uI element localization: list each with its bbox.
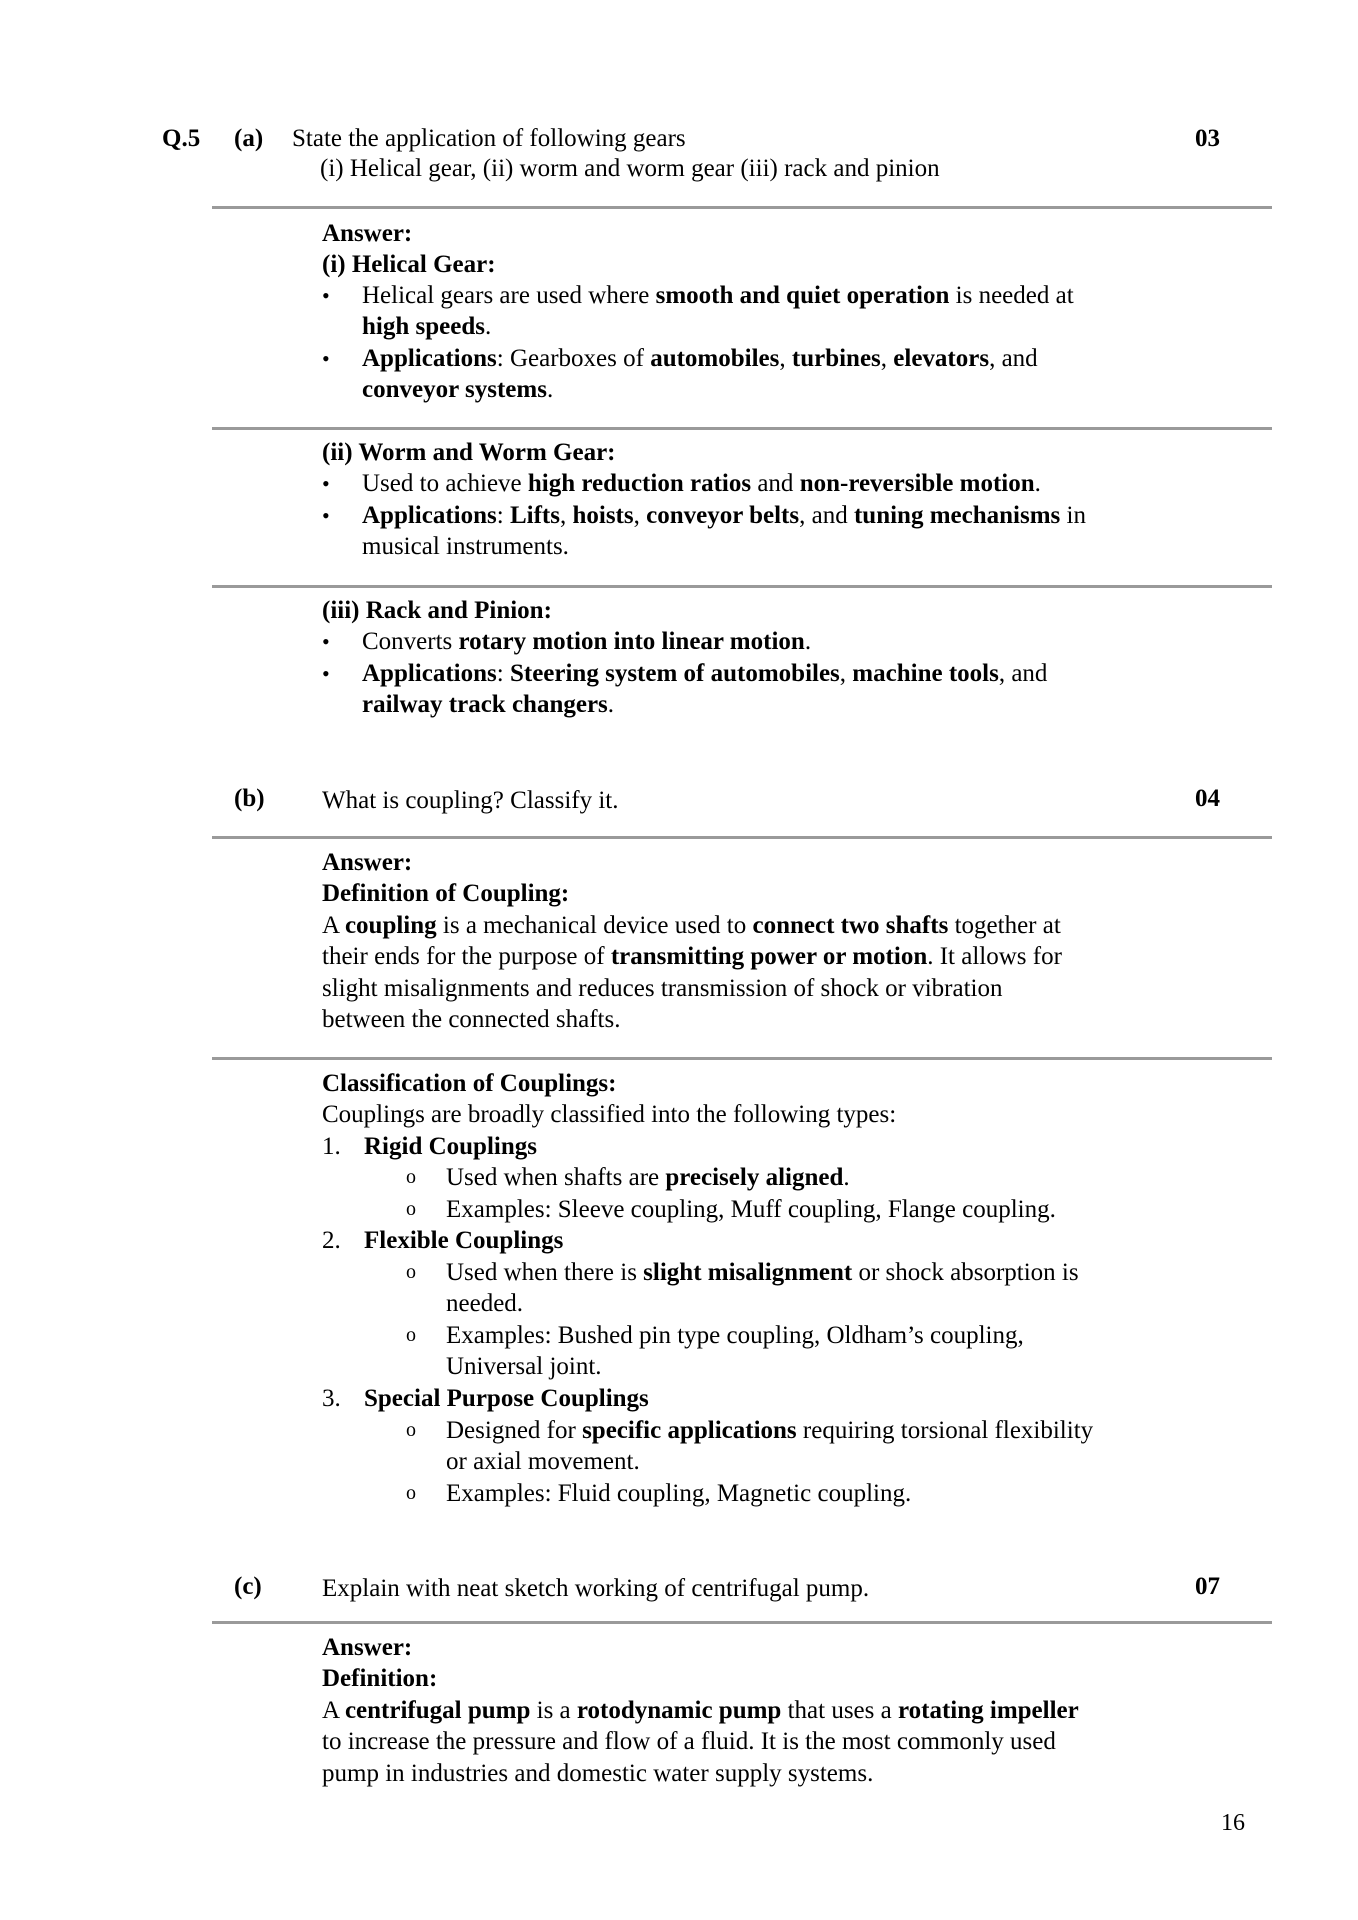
bullet-icon: • <box>322 503 330 528</box>
section-heading-helical: (i) Helical Gear: <box>322 251 496 278</box>
list-item: Converts rotary motion into linear motion. <box>362 628 812 655</box>
part-a-prompt-line2: (i) Helical gear, (ii) worm and worm gear (iii) rack and pinion <box>320 155 940 182</box>
list-item-continued: Universal joint. <box>446 1353 602 1380</box>
list-item: Examples: Fluid coupling, Magnetic coupling. <box>446 1480 912 1507</box>
sub-bullet-icon: o <box>406 1198 416 1220</box>
part-b-prompt: What is coupling? Classify it. <box>322 787 619 814</box>
bullet-icon: • <box>322 629 330 654</box>
bullet-icon: • <box>322 346 330 371</box>
divider <box>212 1057 1272 1060</box>
list-item: Examples: Sleeve coupling, Muff coupling, Flange coupling. <box>446 1196 1056 1223</box>
list-item: Applications: Steering system of automobiles, machine tools, and <box>362 660 1048 687</box>
sub-bullet-icon: o <box>406 1482 416 1504</box>
section-heading-rack: (iii) Rack and Pinion: <box>322 597 552 624</box>
part-a-prompt-line1: State the application of following gears <box>292 125 686 152</box>
divider <box>212 836 1272 839</box>
sub-bullet-icon: o <box>406 1166 416 1188</box>
definition-heading: Definition of Coupling: <box>322 880 570 907</box>
list-number: 3. <box>322 1385 341 1412</box>
part-b-marks: 04 <box>1195 785 1220 812</box>
list-item: Used when there is slight misalignment or shock absorption is <box>446 1259 1079 1286</box>
part-c-prompt: Explain with neat sketch working of centrifugal pump. <box>322 1575 870 1602</box>
list-number: 2. <box>322 1227 341 1254</box>
list-item: Helical gears are used where smooth and quiet operation is needed at <box>362 282 1074 309</box>
answer-label: Answer: <box>322 1634 413 1661</box>
list-item-continued: high speeds. <box>362 313 492 340</box>
bullet-icon: • <box>322 283 330 308</box>
answer-label: Answer: <box>322 220 413 247</box>
answer-label: Answer: <box>322 849 413 876</box>
list-item: Used to achieve high reduction ratios and non-reversible motion. <box>362 470 1041 497</box>
divider <box>212 206 1272 209</box>
sub-bullet-icon: o <box>406 1261 416 1283</box>
divider <box>212 427 1272 430</box>
type-name: Special Purpose Couplings <box>364 1385 649 1412</box>
definition-line: A coupling is a mechanical device used to connect two shafts together at <box>322 912 1061 939</box>
bullet-icon: • <box>322 471 330 496</box>
bullet-icon: • <box>322 661 330 686</box>
type-name: Rigid Couplings <box>364 1133 537 1160</box>
type-name: Flexible Couplings <box>364 1227 564 1254</box>
part-c-marks: 07 <box>1195 1573 1220 1600</box>
list-item: Applications: Lifts, hoists, conveyor belts, and tuning mechanisms in <box>362 502 1086 529</box>
list-item: Examples: Bushed pin type coupling, Oldham’s coupling, <box>446 1322 1024 1349</box>
page-number: 16 <box>1221 1810 1245 1836</box>
list-item-continued: musical instruments. <box>362 533 569 560</box>
part-a-marks: 03 <box>1195 125 1220 152</box>
definition-line: their ends for the purpose of transmitting power or motion. It allows for <box>322 943 1062 970</box>
definition-line: slight misalignments and reduces transmission of shock or vibration <box>322 975 1003 1002</box>
part-a-label: (a) <box>234 125 264 152</box>
list-item-continued: conveyor systems. <box>362 376 554 403</box>
list-item: Applications: Gearboxes of automobiles, turbines, elevators, and <box>362 345 1038 372</box>
part-b-label: (b) <box>234 785 265 812</box>
definition-line: A centrifugal pump is a rotodynamic pump that uses a rotating impeller <box>322 1697 1079 1724</box>
list-item-continued: or axial movement. <box>446 1448 640 1475</box>
section-heading-worm: (ii) Worm and Worm Gear: <box>322 439 616 466</box>
sub-bullet-icon: o <box>406 1324 416 1346</box>
list-number: 1. <box>322 1133 341 1160</box>
list-item: Designed for specific applications requiring torsional flexibility <box>446 1417 1094 1444</box>
list-item-continued: railway track changers. <box>362 691 615 718</box>
definition-line: pump in industries and domestic water supply systems. <box>322 1760 874 1787</box>
definition-line: between the connected shafts. <box>322 1006 621 1033</box>
sub-bullet-icon: o <box>406 1419 416 1441</box>
classification-heading: Classification of Couplings: <box>322 1070 617 1097</box>
divider <box>212 585 1272 588</box>
part-c-label: (c) <box>234 1573 262 1600</box>
list-item-continued: needed. <box>446 1290 524 1317</box>
divider <box>212 1621 1272 1624</box>
definition-heading: Definition: <box>322 1665 438 1692</box>
list-item: Used when shafts are precisely aligned. <box>446 1164 850 1191</box>
classification-intro: Couplings are broadly classified into the following types: <box>322 1101 897 1128</box>
definition-line: to increase the pressure and flow of a fluid. It is the most commonly used <box>322 1728 1056 1755</box>
question-number: Q.5 <box>162 125 201 152</box>
